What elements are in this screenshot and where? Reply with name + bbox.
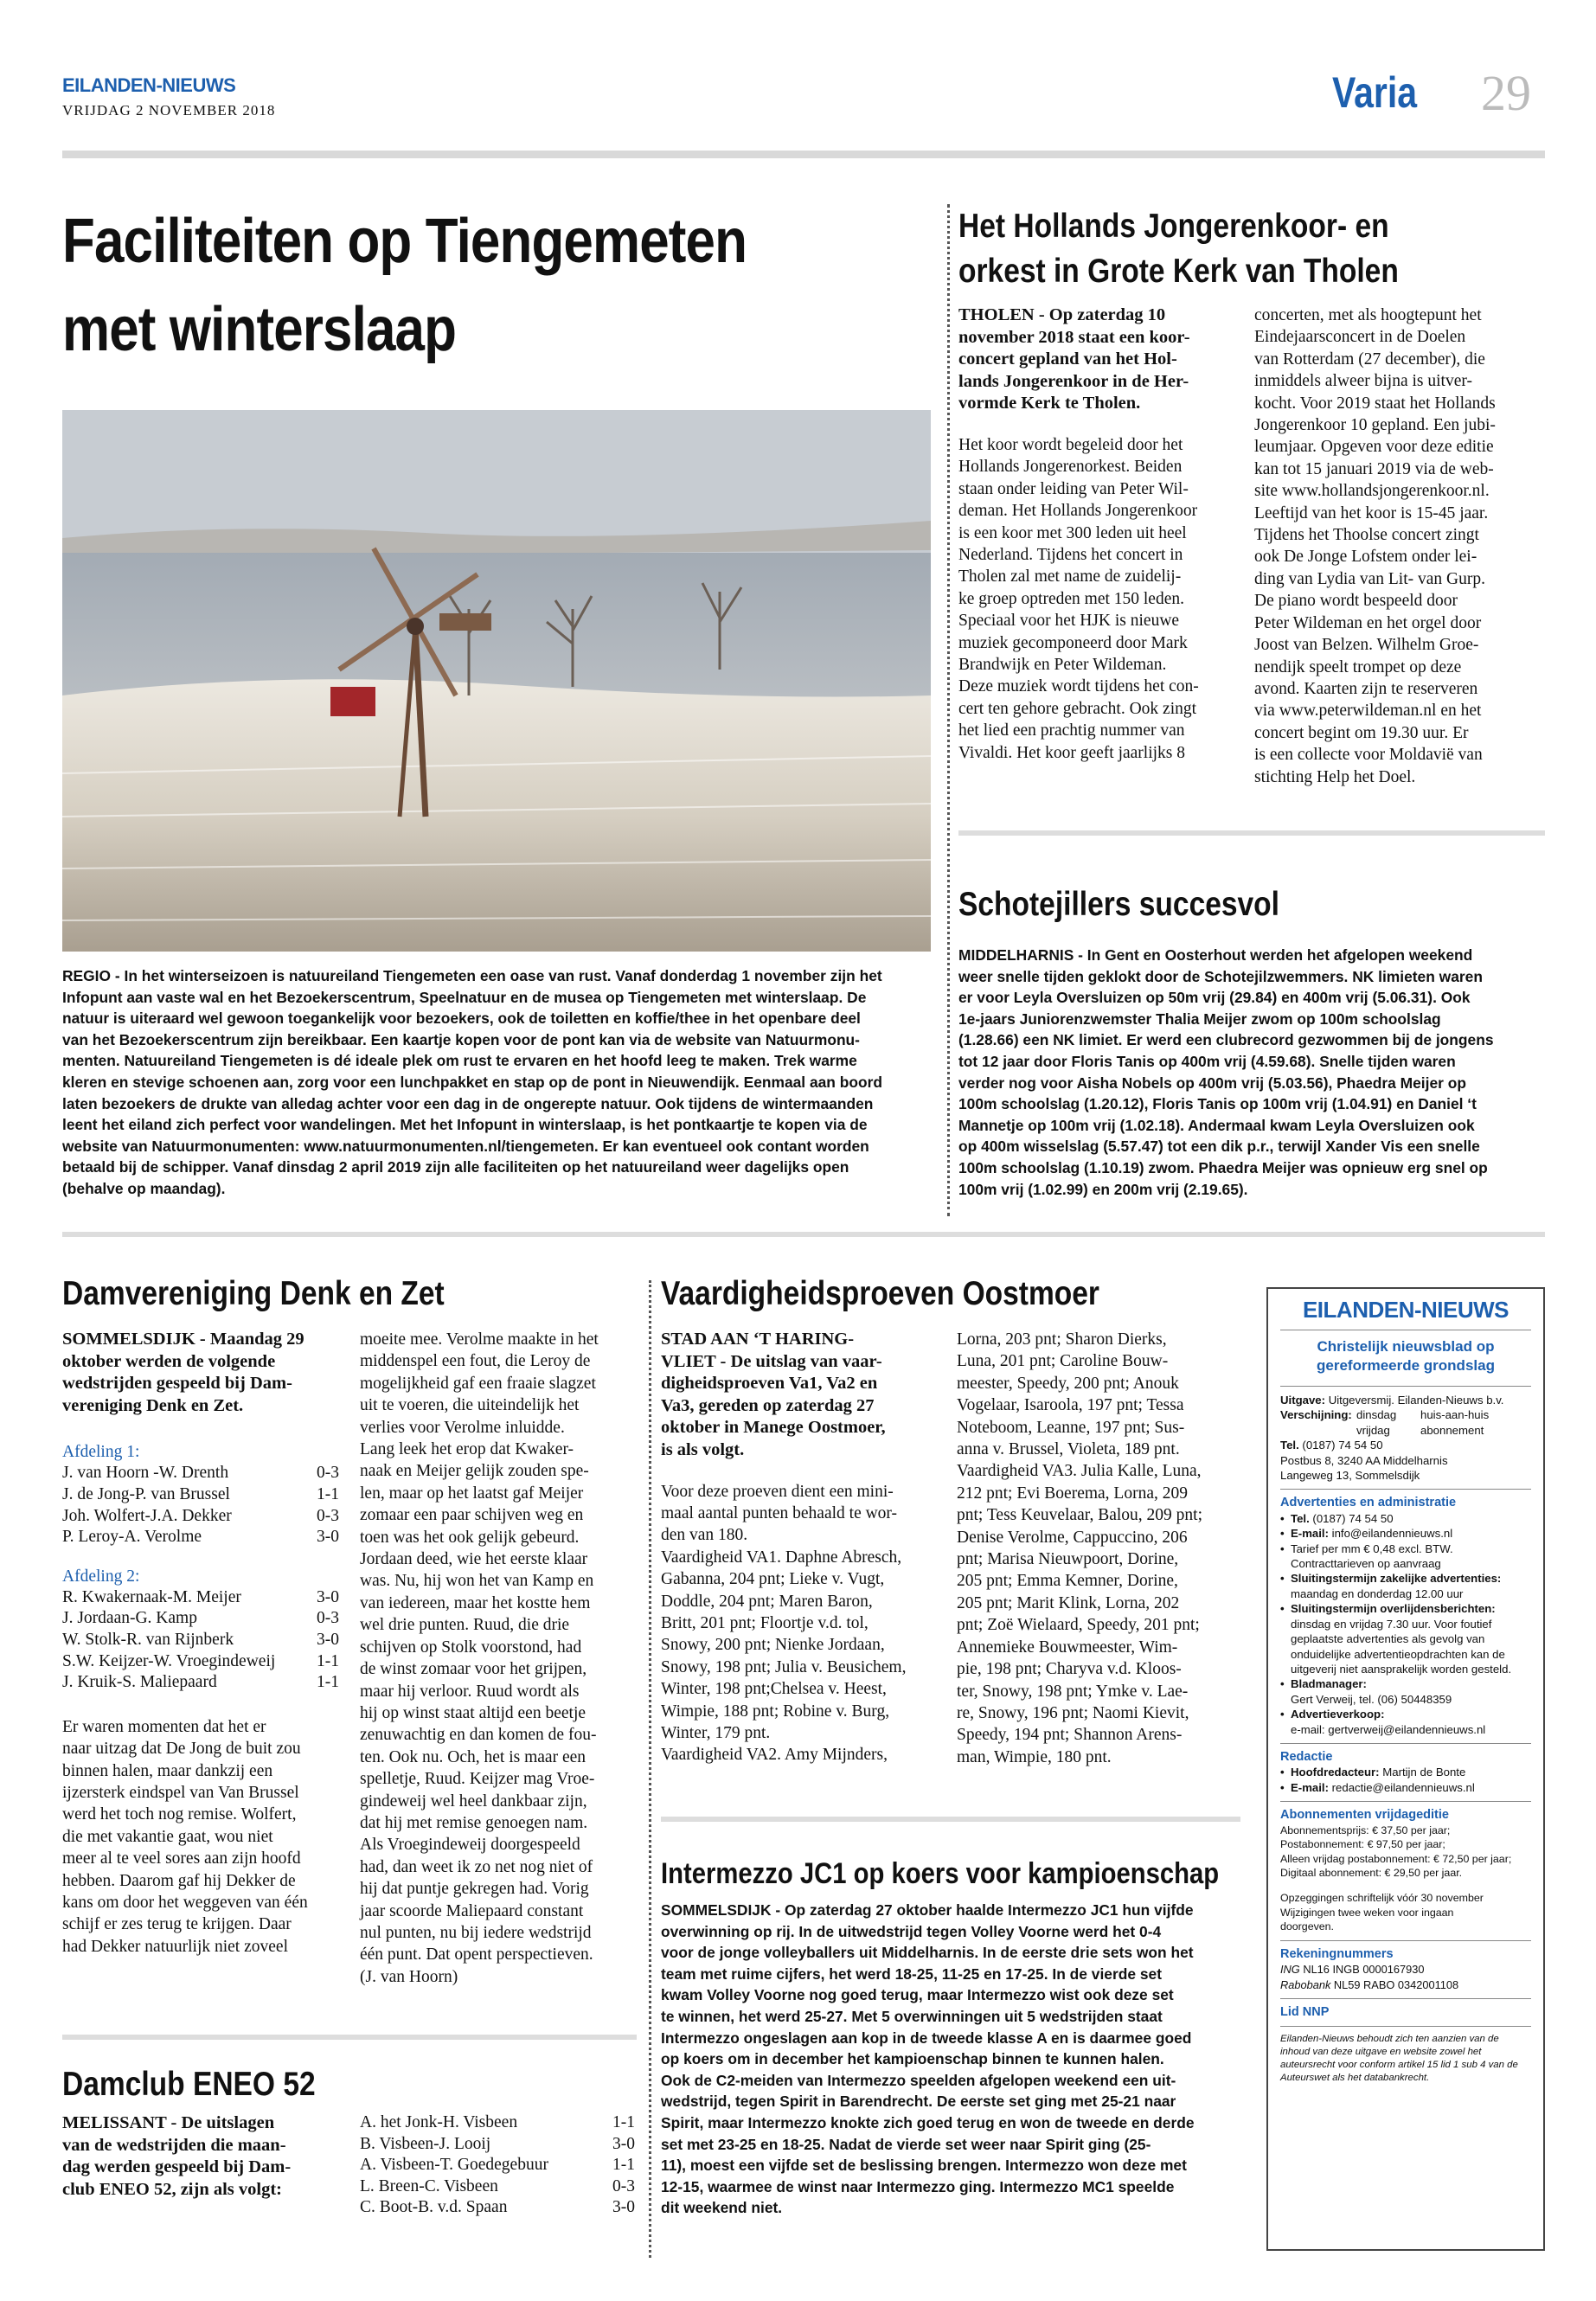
schotejillers-body: MIDDELHARNIS - In Gent en Oosterhout werden het afgelopen weekend weer snelle tijden geklokt door de Schotejilzwemmers. NK limieten waren er voor Leyla Oversluizen op 50m vrij (29.84) en 400m vrij (5.06.31). Ook 1e-jaars Juniorenzwemster Thalia Meijer zwom op 100m schoolslag (1.28.66) een NK limiet. Er werd een clubrecord gezwommen bij de jongens tot 12 jaar door Floris Tanis op 400m vrij (4.59.68). Snelle tijden waren verder nog voor Aisha Nobels op 400m vrij (5.03.56), Phaedra Meijer op 100m schoolslag (1.20.12), Floris Tanis op 100m vrij (1.04.91) en Daniel ‘t Mannetje op 100m vrij (1.02.18). Andermaal kwam Leyla Oversluizen ook op 400m wisselslag (5.57.47) tot een dik p.r., terwijl Xander Vis een snelle 100m schoolslag (1.10.19) zwom. Phaedra Meijer was opnieuw erg snel op 100m vrij (1.02.99) en 200m vrij (2.19.65). [958,946,1494,1198]
membership: Lid NNP [1280,2004,1330,2019]
result-row: W. Stolk-R. van Rijnberk 3-0 [62,1630,339,1649]
hjk-column-2: concerten, met als hoogtepunt het Eindejaarsconcert in de Doelen van Rotterdam (27 december), die inmiddels alweer bijna is uitver- kocht. Voor 2019 staat het Hollands Jongerenkoor 10 gepland. Een jubi- leumjaar. Opgeven voor deze editie kan tot 15 januari 2019 via de web- site www.hollandsjongerenkoor.nl. Leeftijd van het koor is 15-45 jaar. Tijdens het Thoolse concert zingt ook De Jonge Lofstem onder lei- ding van Lydia van Lit- van Gurp. De piano wordt bespeeld door Peter Wildeman en het orgel door Joost van Belzen. Wilhelm Groe- nendijk speelt trompet op deze avond. Kaarten zijn te reserveren via www.peterwildeman.nl en het concert begint om 19.30 uur. Er is een collecte voor Moldavië van stichting Help het Doel. [1254,306,1496,786]
column-separator [947,204,950,1216]
hjk-body-1: Het koor wordt begeleid door het Hollands Jongerenorkest. Beiden staan onder leiding van Peter Wil- deman. Het Hollands Jongerenkoor is een koor met 300 leden uit heel Nederland. Tijdens het concert in Tholen zal met name de zuidelij- ke groep optreden met 150 leden. Speciaal voor het HJK is nieuwe muziek gecomponeerd door Mark Brandwijk en Peter Wildeman. Deze muziek wordt tijdens het con- cert ten gehore gebracht. Ook zingt het lied een prachtig nummer van Vivaldi. Het koor geeft jaarlijks 8 [958,435,1199,762]
windmill-photo [62,410,931,952]
oostmoer-column-1 [661,1329,938,1766]
column-separator [649,1280,651,2258]
result-row: S.W. Keijzer-W. Vroegindeweij 1-1 [62,1651,339,1670]
result-row: R. Kwakernaak-M. Meijer 3-0 [62,1587,339,1606]
intermezzo-body: SOMMELSDIJK - Op zaterdag 27 oktober haalde Intermezzo JC1 hun vijfde overwinning op rij. In de uitwedstrijd tegen Volley Voorne werd het 0-4 voor de jonge volleyballers uit Middelharnis. In de eerste drie sets won het team met ruime cijfers, het werd 18-25, 11-25 en 17-25. In de vierde set kwam Volley Voorne nog goed terug, maar Intermezzo wist ook deze set te winnen, het werd 25-27. Met 5 overwinningen uit 5 wedstrijden staat Intermezzo ongeslagen aan kop in de tweede klasse A en is daarmee goed op koers om in december het kampioenschap binnen te kunnen halen. Ook de C2-meiden van Intermezzo speelden afgelopen weekend een uit- wedstrijd, tegen Spirit in Barendrecht. De eerste set ging met 25-21 naar Spirit, maar Intermezzo knokte zich goed terug en won de tweede en derde set met 23-25 en 18-25. Nadat de vierde set weer naar Spirit ging (25- 11), moest een vijfde set de beslissing brengen. Intermezzo won deze met 12-15, waarmee de winst naar Intermezzo ging. Intermezzo MC1 speelde dit weekend niet. [661,1901,1195,2217]
hjk-column-1 [958,304,1234,764]
denkenzet-column-2: moeite mee. Verolme maakte in het middenspel een fout, die Leroy de mogelijkheid gaf een fraaie slagzet uit te voeren, die uiteindelijk het verlies voor Verolme inluidde. Lang leek het erop dat Kwaker- naak en Meijer gelijk zouden spe- len, maar op het laatst gaf Meijer zomaar een paar schijven weg en toen was het ook gelijk gebeurd. Jordaan deed, wie het eerste klaar was. Nu, hij won het van Kamp en van iedereen, maar het kostte hem wel drie punten. Ruud, die drie schijven op Stolk voorstond, had de winst zomaar voor het grijpen, maar hij verloor. Ruud wordt als hij op winst staat altijd een beetje zenuwachtig en dan komen de fou- ten. Ook nu. Och, het is maar een spelletje, Ruud. Keijzer mag Vroe- gindeweij wel heel dankbaar zijn, dat hij met remise genoegen nam. Als Vroegindeweij doorgespeeld had, dan weet ik zo net nog niet of hij dat puntje gekregen had. Vorig jaar scoorde Maliepaard constant nul punten, nu bij iedere wedstrijd één punt. Dat opent perspectieven. (J. van Hoorn) [360,1330,599,1986]
afdeling-2-heading: Afdeling 2: [62,1567,140,1586]
denkenzet-headline: Damvereniging Denk en Zet [62,1275,445,1312]
section-rule [661,1817,1240,1822]
oostmoer-headline: Vaardigheidsproeven Oostmoer [661,1275,1099,1312]
issue-date: VRIJDAG 2 NOVEMBER 2018 [62,102,276,119]
section-rule [62,2035,637,2040]
section-rule [958,830,1545,836]
result-row: J. van Hoorn -W. Drenth 0-3 [62,1464,339,1483]
winter-landscape-illustration [62,410,931,952]
masthead-logo: EILANDEN-NIEUWS [62,74,236,96]
bank-accounts: ING NL16 INGB 0000167930 Rabobank NL59 RABO 0342001108 [1280,1963,1459,1991]
denkenzet-column-1 [62,1329,339,1958]
result-row: L. Breen-C. Visbeen 0-3 [360,2176,635,2195]
result-row: P. Leroy-A. Verolme 3-0 [62,1528,339,1547]
denkenzet-body-1: Er waren momenten dat het er naar uitzag dat De Jong de buit zou binnen halen, maar dankzij een ijzersterk eindspel van Van Brussel werd het toch nog remise. Wolfert, die met vakantie gaat, wou niet meer al te veel sores aan zijn hoofd hebben. Daarom gaf hij Dekker de kans om door het weggeven van één schijf er zes terug te krijgen. Daar had Dekker natuurlijk niet zoveel [62,1717,308,1956]
oostmoer-lead: STAD AAN ‘T HARING- VLIET - De uitslag van vaar- digheidsproeven Va1, Va2 en Va3, gereden op zaterdag 27 oktober in Manege Oostmoer, is als volgt. [661,1330,886,1459]
photo-caption: REGIO - In het winterseizoen is natuureiland Tiengemeten een oase van rust. Vanaf donderdag 1 november zijn het Infopunt aan vaste wal en het Bezoekerscentrum, Speelnatuur en de musea op Tiengemeten met winterslaap. De natuur is uiteraard wel gewoon toegankelijk voor bezoekers, ook de toiletten en koffie/thee in het openbare deel van het Bezoekerscentrum zijn bereikbaar. Een kaartje kopen voor de pont kan via de website van Natuurmonu- menten. Natuureiland Tiengemeten is dé ideale plek om rust te ervaren en het hoofd leeg te maken. Trek warme kleren en stevige schoenen aan, zorg voor een lunchpakket en stap op de pont in Nieuwendijk. Eenmaal aan boord laten bezoekers de drukte van alledag achter voor een dag in de ongerepte natuur. Ook tijdens de wintermaanden leent het eiland zich perfect voor wandelingen. Met het Infopunt in winterslaap, is het pontkaartje te kopen via de website van Natuurmonumenten: www.natuurmonumenten.nl/tiengemeten. Er kan eventueel ook contant worden betaald bij de schipper. Vanaf dinsdag 2 april 2019 zijn alle faciliteiten op het natuureiland weer dagelijks open (behalve op maandag). [62,967,883,1197]
header-rule [62,151,1545,158]
subscription-prices: Abonnementsprijs: € 37,50 per jaar; Postabonnement: € 97,50 per jaar; Alleen vrijdag postabonnement: € 72,50 per jaar; Digitaal abonnement: € 29,50 per jaar. Opzeggingen schriftelijk vóór 30 november Wijzigingen twee weken voor ingaan doorgeven. [1280,1823,1512,1933]
result-row: J. de Jong-P. van Brussel 1-1 [62,1484,339,1503]
editorial-heading: Redactie [1280,1749,1333,1764]
main-headline-line1: Faciliteiten op Tiengemeten [62,207,747,276]
eneo-results [360,2112,635,2219]
hjk-headline-line2: orkest in Grote Kerk van Tholen [958,253,1399,290]
hjk-lead: THOLEN - Op zaterdag 10 november 2018 staat een koor- concert gepland van het Hol- lands Jongerenkoor in de Her- vormde Kerk te Tholen. [958,305,1190,413]
page-number: 29 [1481,65,1531,121]
colophon-box [1266,1287,1545,2251]
result-row: C. Boot-B. v.d. Spaan 3-0 [360,2198,635,2217]
eneo-headline: Damclub ENEO 52 [62,2066,316,2103]
result-row: J. Jordaan-G. Kamp 0-3 [62,1609,339,1628]
denkenzet-lead: SOMMELSDIJK - Maandag 29 oktober werden de volgende wedstrijden gespeeld bij Dam- vereniging Denk en Zet. [62,1330,304,1415]
colophon-logo: EILANDEN-NIEUWS [1302,1297,1509,1323]
afdeling-1-heading: Afdeling 1: [62,1443,140,1462]
publisher-info: Uitgave: Uitgeversmij. Eilanden-Nieuws b.v. Verschijning: dinsdag huis-aan-huis vrijdag abonnement Tel. (0187) 74 54 50 Postbus 8, 3240 AA Middelharnis Langeweg 13, Sommelsdijk [1280,1394,1504,1483]
section-title: Varia [1332,68,1418,117]
main-headline-line2: met winterslaap [62,295,457,364]
colophon-tagline: Christelijk nieuwsblad op gereformeerde grondslag [1317,1338,1495,1374]
advertising-list: • Tel. (0187) 74 54 50 • E-mail: info@eilandennieuws.nl • Tarief per mm € 0,48 excl. BTW. Contracttarieven op aanvraag • Sluitingstermijn zakelijke advertenties: maandag en donderdag 12.00 uur • Sluitingstermijn overlijdensberichten: dinsdag en vrijdag 7.30 uur. Voor foutief geplaatste advertenties als gevolg van onduidelijke advertentieopdrachten kan de uitgeverij niet aansprakelijk worden gesteld. • Bladmanager: Gert Verweij, tel. (06) 50448359 • Advertieverkoop: e-mail: gertverweij@eilandennieuws.nl [1280,1511,1531,1737]
section-rule [62,1232,1545,1237]
hjk-headline-line1: Het Hollands Jongerenkoor- en [958,208,1389,245]
intermezzo-headline: Intermezzo JC1 op koers voor kampioenschap [661,1857,1220,1890]
result-row: Joh. Wolfert-J.A. Dekker 0-3 [62,1506,339,1525]
subscription-heading: Abonnementen vrijdageditie [1280,1808,1449,1823]
schotejillers-headline: Schotejillers succesvol [958,886,1279,923]
result-row: J. Kruik-S. Maliepaard 1-1 [62,1673,339,1692]
eneo-lead: MELISSANT - De uitslagen van de wedstrijden die maan- dag werden gespeeld bij Dam- club ENEO 52, zijn als volgt: [62,2113,292,2199]
advertising-heading: Advertenties en administratie [1280,1496,1457,1510]
copyright-disclaimer: Eilanden-Nieuws behoudt zich ten aanzien van de inhoud van deze uitgave en website zowel het auteursrecht voor conform artikel 15 lid 1 sub 4 van de Auteurswet als het databankrecht. [1280,2034,1518,2084]
result-row: A. het Jonk-H. Visbeen 1-1 [360,2113,635,2131]
editorial-list: • Hoofdredacteur: Martijn de Bonte • E-mail: redactie@eilandennieuws.nl [1280,1765,1531,1795]
result-row: A. Visbeen-T. Goedegebuur 1-1 [360,2156,635,2175]
oostmoer-column-2: Lorna, 203 pnt; Sharon Dierks, Luna, 201 pnt; Caroline Bouw- meester, Speedy, 200 pnt; Anouk Vogelaar, Isaroola, 197 pnt; Tessa Noteboom, Leanne, 197 pnt; Sus- anna v. Brussel, Violeta, 189 pnt. Vaardigheid VA3. Julia Kalle, Luna, 212 pnt; Evi Boerema, Lorna, 209 pnt; Tess Keuvelaar, Balou, 209 pnt; Denise Verolme, Cappuccino, 206 pnt; Marisa Nieuwpoort, Dorine, 205 pnt; Emma Kemner, Dorine, 205 pnt; Marit Klink, Lorna, 202 pnt; Zoë Wielaard, Speedy, 201 pnt; Annemieke Bouwmeester, Wim- pie, 198 pnt; Charyva v.d. Kloos- ter, Snowy, 198 pnt; Ymke v. Lae- re, Snowy, 196 pnt; Naomi Kievit, Speedy, 194 pnt; Shannon Arens- man, Wimpie, 180 pnt. [957,1330,1202,1766]
oostmoer-body-1: Voor deze proeven dient een mini- maal aantal punten behaald te wor- den van 180. Vaardigheid VA1. Daphne Abresch, Gabanna, 204 pnt; Lieke v. Vugt, Doddle, 204 pnt; Maren Baron, Britt, 201 pnt; Floortje v.d. tol, Snowy, 200 pnt; Nienke Jordaan, Snowy, 198 pnt; Julia v. Beusichem, Winter, 198 pnt;Chelsea v. Heest, Wimpie, 188 pnt; Robine v. Burg, Winter, 179 pnt. Vaardigheid VA2. Amy Mijnders, [661,1482,907,1765]
result-row: B. Visbeen-J. Looij 3-0 [360,2134,635,2153]
bank-heading: Rekeningnummers [1280,1946,1394,1961]
